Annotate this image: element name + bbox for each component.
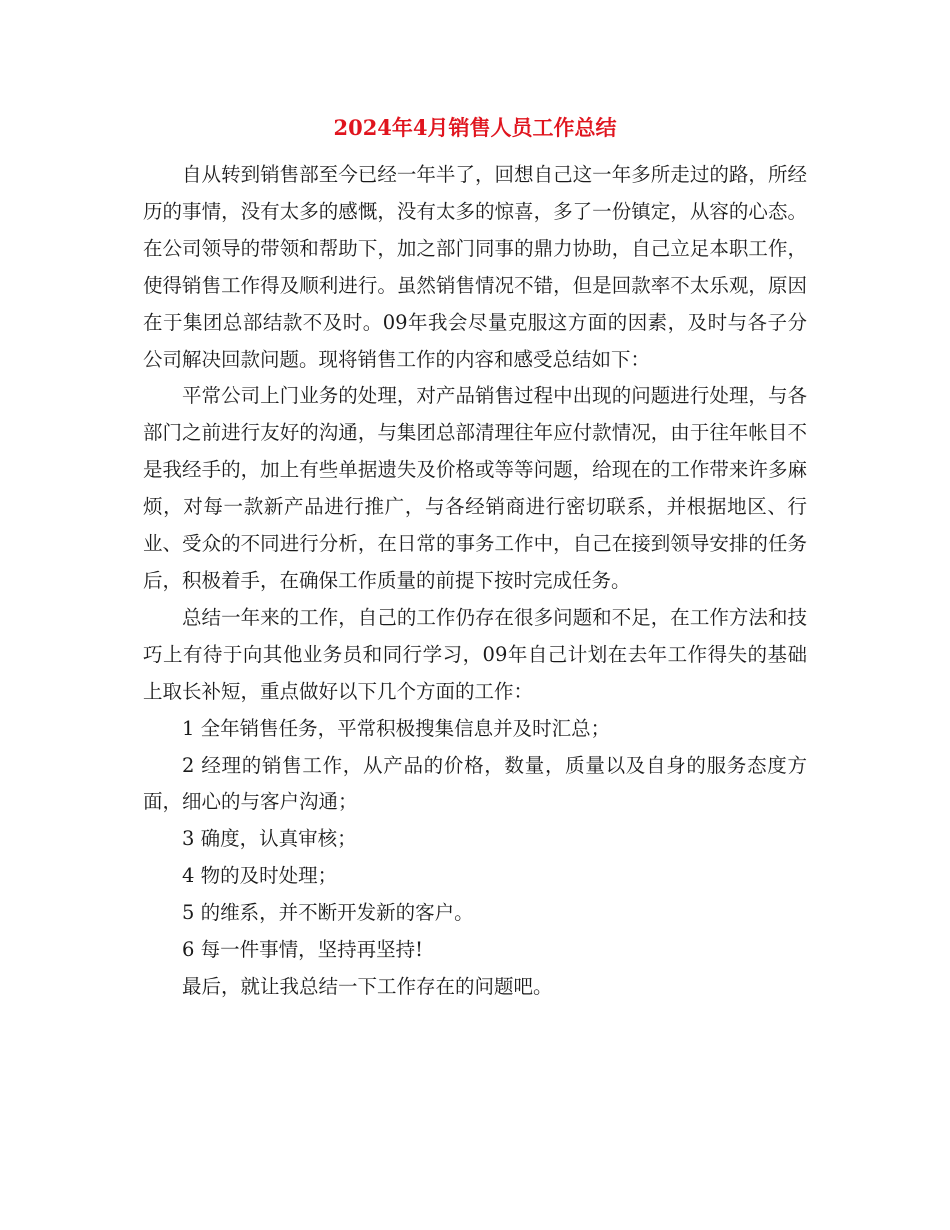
list-item-2: 2 经理的销售工作，从产品的价格，数量，质量以及自身的服务态度方面，细心的与客户沟通； [143,753,807,814]
paragraph-daily-work: 平常公司上门业务的处理，对产品销售过程中出现的问题进行处理，与各部门之前进行友好的沟通，与集团总部清理往年应付款情况，由于往年帐目不是我经手的，加上有些单据遗失及价格或等等问题，给现在的工作带来许多麻烦，对每一款新产品进行推广，与各经销商进行密切联系，并根据地区、行业、受众的不同进行分析，在日常的事务工作中，自己在接到领导安排的任务后，积极着手，在确保工作质量的前提下按时完成任务。 [143,384,807,592]
list-item-6: 6 每一件事情，坚持再坚持! [182,938,423,962]
list-item-4: 4 物的及时处理； [182,864,338,888]
list-item-1: 1 全年销售任务，平常积极搜集信息并及时汇总； [182,716,611,740]
paragraph-summary: 总结一年来的工作，自己的工作仍存在很多问题和不足，在工作方法和技巧上有待于向其他业务员和同行学习，09年自己计划在去年工作得失的基础上取长补短，重点做好以下几个方面的工作： [143,605,807,703]
document-title: 2024年4月销售人员工作总结 [333,115,617,140]
paragraph-intro: 自从转到销售部至今已经一年半了，回想自己这一年多所走过的路，所经历的事情，没有太多的感慨，没有太多的惊喜，多了一份镇定，从容的心态。在公司领导的带领和帮助下，加之部门同事的鼎力协助，自己立足本职工作，使得销售工作得及顺利进行。虽然销售情况不错，但是回款率不太乐观，原因在于集团总部结款不及时。09年我会尽量克服这方面的因素，及时与各子分公司解决回款问题。现将销售工作的内容和感受总结如下： [143,163,807,371]
list-item-3: 3 确度，认真审核； [182,827,357,851]
paragraph-closing: 最后，就让我总结一下工作存在的问题吧。 [182,974,553,998]
list-item-5: 5 的维系，并不断开发新的客户。 [182,901,474,925]
document-body [143,157,807,1006]
